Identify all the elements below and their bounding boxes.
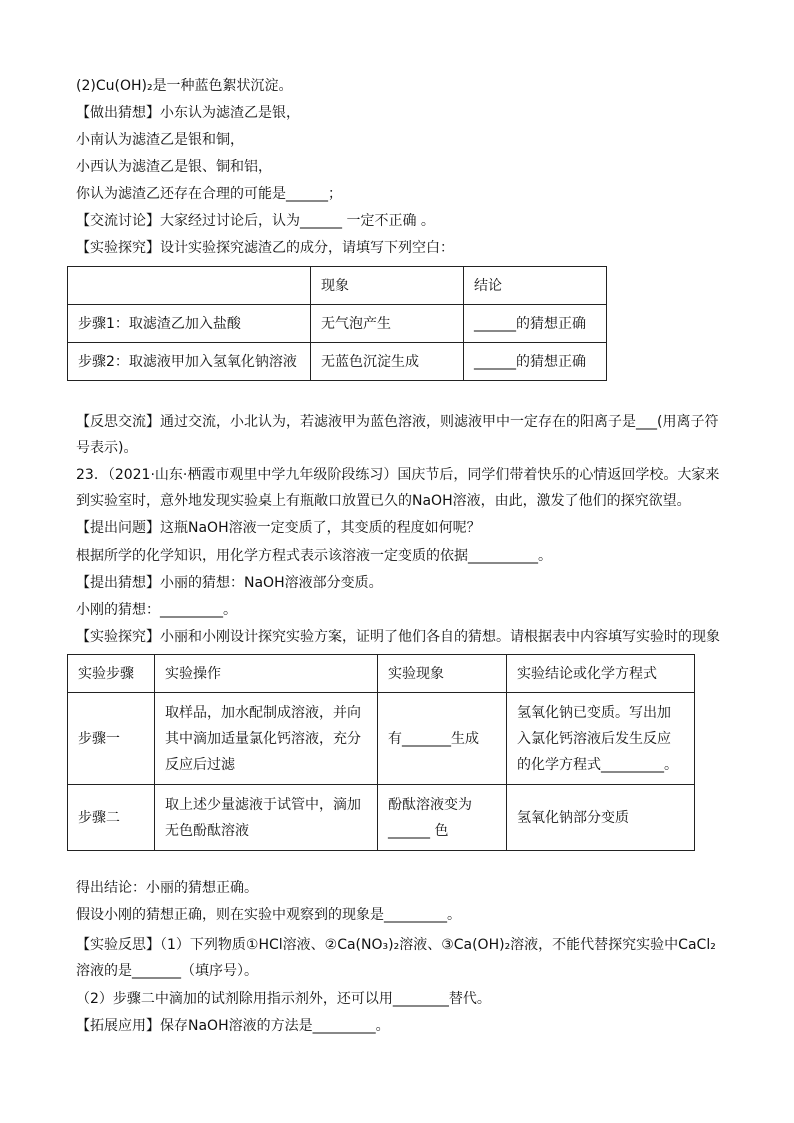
- table-cell: 氢氧化钠已变质。写出加入氯化钙溶液后发生反应的化学方程式_________。: [507, 693, 695, 785]
- question-23-stem: 23．（2021·山东·栖霞市观里中学九年级阶段练习）国庆节后，同学们带着快乐的心情返回学校。大家来到实验室时，意外地发现实验桌上有瓶敞口放置已久的NaOH溶液，由此，激发了他们的探究欲望。: [76, 467, 720, 509]
- table-header-cell: 结论: [464, 267, 607, 305]
- table-cell: 酚酞溶液变为______ 色: [378, 785, 507, 851]
- line-discussion: 【交流讨论】大家经过讨论后，认为______ 一定不正确 。: [76, 213, 435, 229]
- table-row: [68, 693, 695, 785]
- table-header-cell: 实验现象: [378, 655, 507, 693]
- line-experiment-intro-2: 【实验探究】小丽和小刚设计探究实验方案，证明了他们各自的猜想。请根据表中内容填写实验时的现象: [76, 629, 720, 645]
- table-cell: 取样品，加水配制成溶液，并向其中滴加适量氯化钙溶液，充分反应后过滤: [155, 693, 378, 785]
- table-cell: 步骤1：取滤渣乙加入盐酸: [68, 305, 311, 343]
- experiment-table-2: [67, 654, 695, 851]
- table-header-cell: 实验操作: [155, 655, 378, 693]
- line-guess-nan: 小南认为滤渣乙是银和铜，: [76, 132, 244, 148]
- line-problem: 【提出问题】这瓶NaOH溶液一定变质了，其变质的程度如何呢？: [76, 520, 481, 536]
- table-header-cell: [68, 267, 311, 305]
- line-your-guess: 你认为滤渣乙还存在合理的可能是______；: [76, 186, 342, 202]
- line-gang-phenomenon: 假设小刚的猜想正确，则在实验中观察到的现象是_________。: [76, 907, 461, 923]
- table-row: [68, 655, 695, 693]
- line-conclusion: 得出结论：小丽的猜想正确。: [76, 880, 258, 896]
- table-header-cell: 实验步骤: [68, 655, 155, 693]
- line-guess-gang: 小刚的猜想：_________。: [76, 602, 237, 618]
- line-extension: 【拓展应用】保存NaOH溶液的方法是_________。: [76, 1018, 390, 1034]
- table-cell: 无气泡产生: [311, 305, 464, 343]
- table-cell: 步骤2：取滤液甲加入氢氧化钠溶液: [68, 343, 311, 381]
- line-guess-xi: 小西认为滤渣乙是银、铜和铝，: [76, 159, 272, 175]
- table-cell: 有_______生成: [378, 693, 507, 785]
- table-cell: 氢氧化钠部分变质: [507, 785, 695, 851]
- table-cell: ______的猜想正确: [464, 343, 607, 381]
- table-header-cell: 实验结论或化学方程式: [507, 655, 695, 693]
- table-header-cell: 现象: [311, 267, 464, 305]
- line-reflection: 【反思交流】通过交流，小北认为，若滤液甲为蓝色溶液，则滤液甲中一定存在的阳离子是___(用离子符号表示)。: [76, 414, 719, 456]
- line-cuoh2-note: (2)Cu(OH)₂是一种蓝色絮状沉淀。: [76, 78, 293, 94]
- line-experiment-intro: 【实验探究】设计实验探究滤渣乙的成分，请填写下列空白：: [76, 240, 454, 256]
- table-row: [68, 343, 607, 381]
- table-cell: ______的猜想正确: [464, 305, 607, 343]
- table-row: [68, 785, 695, 851]
- line-guess-li: 【提出猜想】小丽的猜想：NaOH溶液部分变质。: [76, 575, 383, 591]
- line-reflection-2: （2）步骤二中滴加的试剂除用指示剂外，还可以用________替代。: [76, 991, 491, 1007]
- table-cell: 步骤二: [68, 785, 155, 851]
- line-basis: 根据所学的化学知识，用化学方程式表示该溶液一定变质的依据__________。: [76, 548, 552, 564]
- table-cell: 无蓝色沉淀生成: [311, 343, 464, 381]
- table-row: [68, 267, 607, 305]
- line-reflection-1: 【实验反思】（1）下列物质①HCl溶液、②Ca(NO₃)₂溶液、③Ca(OH)₂溶液，不能代替探究实验中CaCl₂溶液的是_______（填序号）。: [76, 937, 716, 979]
- table-row: [68, 305, 607, 343]
- table-cell: 步骤一: [68, 693, 155, 785]
- table-cell: 取上述少量滤液于试管中，滴加无色酚酞溶液: [155, 785, 378, 851]
- experiment-table-1: [67, 266, 607, 381]
- line-guess-dong: 【做出猜想】小东认为滤渣乙是银，: [76, 105, 300, 121]
